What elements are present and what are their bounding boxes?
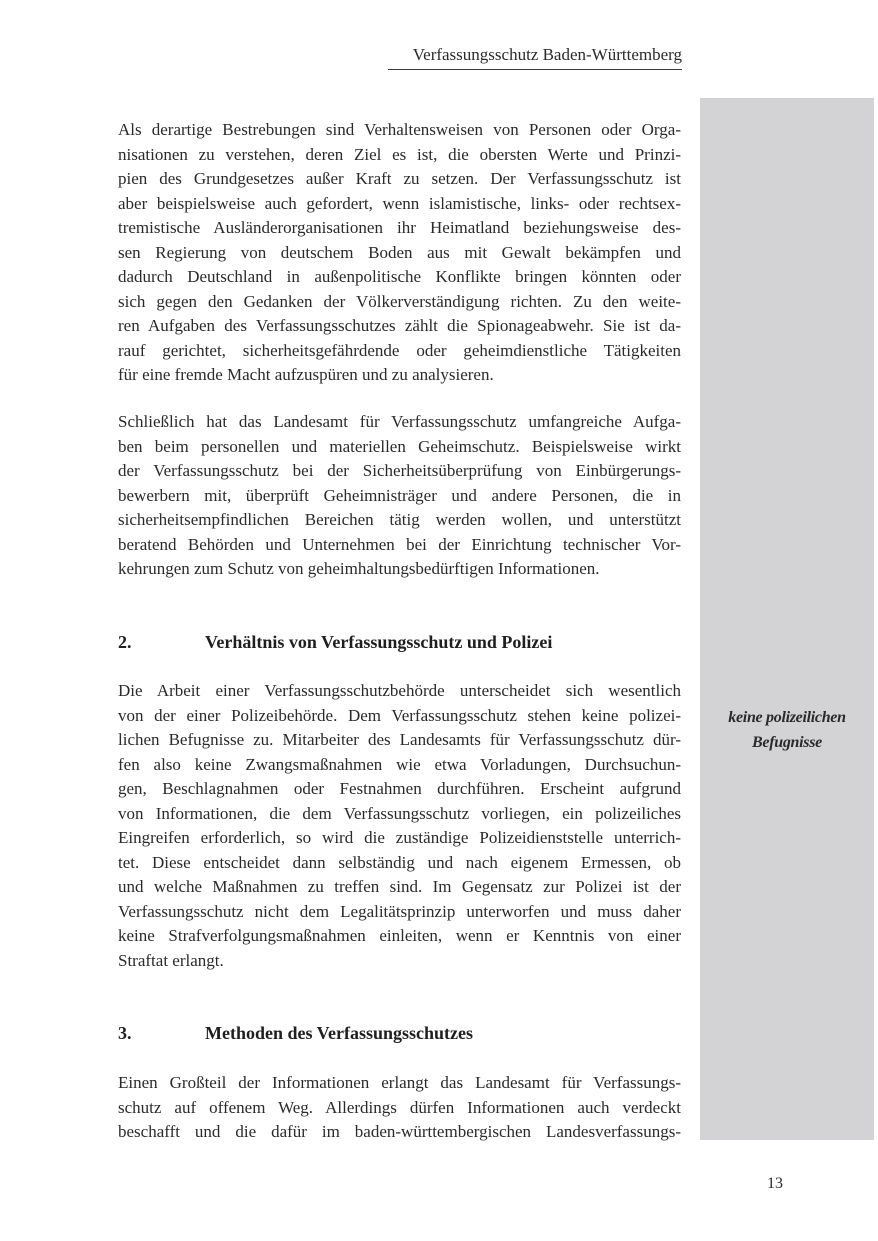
text-line: Eingreifen erforderlich, so wird die zuständige Polizeidienststelle unterrich- [118, 828, 681, 847]
text-line: tet. Diese entscheidet dann selbständig und nach eigenem Ermessen, ob [118, 852, 681, 872]
text-line: aber beispielsweise auch gefordert, wenn islamistische, links- oder rechtsex- [118, 193, 681, 213]
text-line: gen, Beschlagnahmen oder Festnahmen durchführen. Erscheint aufgrund [118, 779, 681, 798]
text-line: Einen Großteil der Informationen erlangt das Landesamt für Verfassungs- [118, 1073, 681, 1092]
text-line: sich gegen den Gedanken der Völkerverständigung richten. Zu den weite- [118, 291, 681, 311]
section-number: 3. [118, 1023, 132, 1043]
text-line: Die Arbeit einer Verfassungsschutzbehörde unterscheidet sich wesentlich [118, 681, 681, 700]
text-line: dadurch Deutschland in außenpolitische Konflikte bringen könnten oder [118, 267, 681, 286]
text-line: ren Aufgaben des Verfassungsschutzes zählt die Spionageabwehr. Sie ist da- [118, 316, 681, 335]
margin-note [700, 705, 874, 755]
section-title: Verhältnis von Verfassungsschutz und Polizei [205, 632, 553, 652]
text-line: Als derartige Bestrebungen sind Verhaltensweisen von Personen oder Orga- [118, 120, 681, 139]
margin-note-line-2: Befugnisse [752, 734, 822, 751]
text-line: der Verfassungsschutz bei der Sicherheitsüberprüfung von Einbürgerungs- [118, 461, 681, 480]
text-line: bewerbern mit, überprüft Geheimnisträger und andere Personen, die in [118, 485, 681, 505]
text-line: sicherheitsempfindlichen Bereichen tätig werden wollen, und unterstützt [118, 510, 681, 529]
paragraph-4 [118, 1071, 681, 1145]
margin-column [700, 98, 874, 1140]
text-line: für eine fremde Macht aufzuspüren und zu analysieren. [118, 365, 494, 384]
text-line: sen Regierung von deutschem Boden aus mit Gewalt bekämpfen und [118, 242, 681, 262]
text-line: Straftat erlangt. [118, 950, 224, 970]
text-line: rauf gerichtet, sicherheitsgefährdende oder geheimdienstliche Tätigkeiten [118, 340, 681, 360]
text-line: Schließlich hat das Landesamt für Verfassungsschutz umfangreiche Aufga- [118, 412, 681, 431]
section-title: Methoden des Verfassungsschutzes [205, 1023, 474, 1043]
paragraph-2 [118, 410, 681, 582]
paragraph-3 [118, 679, 681, 973]
text-line: lichen Befugnisse zu. Mitarbeiter des Landesamts für Verfassungsschutz dür- [118, 730, 681, 749]
text-line: ben beim personellen und materiellen Geheimschutz. Beispielsweise wirkt [118, 436, 681, 456]
text-line: von Informationen, die dem Verfassungsschutz vorliegen, ein polizeiliches [118, 803, 681, 823]
running-header: Verfassungsschutz Baden-Württemberg [412, 45, 682, 64]
text-line: kehrungen zum Schutz von geheimhaltungsbedürftigen Informationen. [118, 559, 600, 578]
text-line: von der einer Polizeibehörde. Dem Verfassungsschutz stehen keine polizei- [118, 705, 681, 725]
section-number: 2. [118, 632, 132, 652]
text-line: Verfassungsschutz nicht dem Legalitätsprinzip unterworfen und muss daher [118, 901, 681, 921]
text-line: und welche Maßnahmen zu treffen sind. Im Gegensatz zur Polizei ist der [118, 877, 681, 896]
text-line: keine Strafverfolgungsmaßnahmen einleiten, wenn er Kenntnis von einer [118, 926, 681, 945]
text-line: fen also keine Zwangsmaßnahmen wie etwa Vorladungen, Durchsuchun- [118, 754, 681, 774]
paragraph-1 [118, 118, 681, 388]
text-line: pien des Grundgesetzes außer Kraft zu setzen. Der Verfassungsschutz ist [118, 169, 681, 188]
text-line: schutz auf offenem Weg. Allerdings dürfen Informationen auch verdeckt [118, 1097, 681, 1117]
text-line: beratend Behörden und Unternehmen bei der Einrichtung technischer Vor- [118, 534, 681, 554]
text-line: nisationen zu verstehen, deren Ziel es ist, die obersten Werte und Prinzi- [118, 144, 681, 164]
margin-note-line-1: keine polizeilichen [728, 709, 846, 726]
text-line: tremistische Ausländerorganisationen ihr Heimatland beziehungsweise des- [118, 218, 681, 237]
text-line: beschafft und die dafür im baden-württembergischen Landesverfassungs- [118, 1122, 681, 1141]
header-rule [388, 69, 682, 70]
page-number: 13 [767, 1175, 783, 1192]
